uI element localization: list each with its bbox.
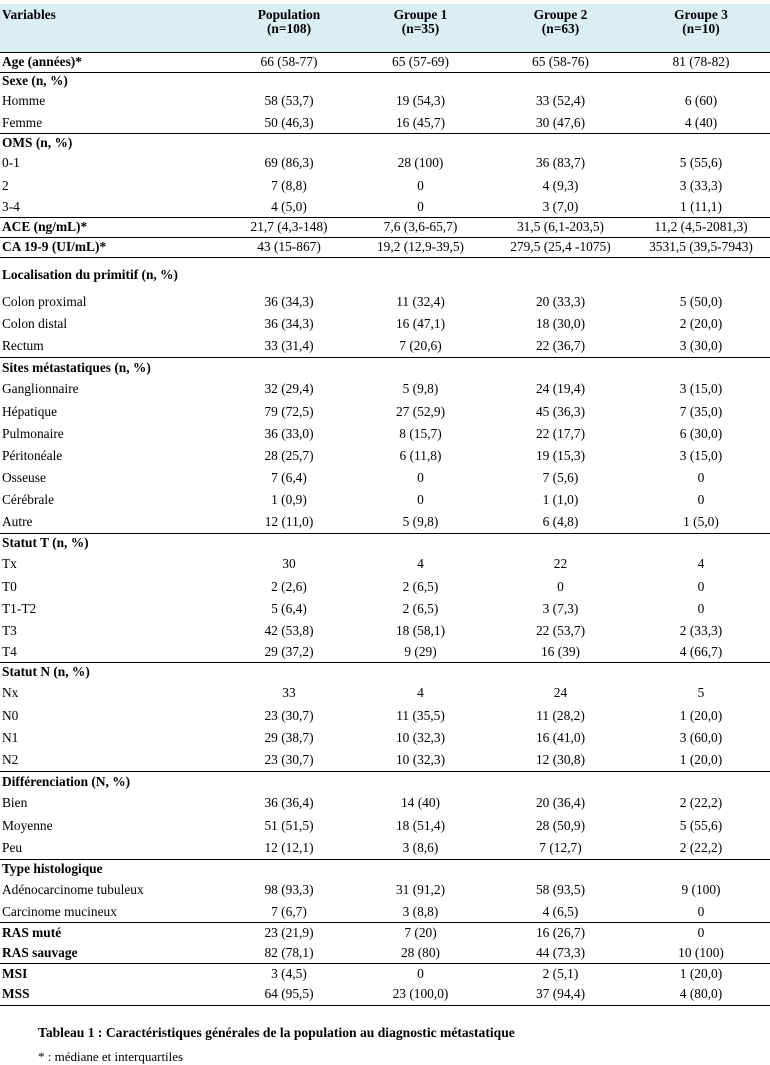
table-row: [0, 152, 770, 176]
row-label: ACE (ng/mL)*: [0, 218, 226, 238]
cell-value: 7 (12,7): [539, 840, 582, 856]
row-label: Colon distal: [2, 316, 68, 332]
row-label: T4: [2, 644, 17, 660]
cell-value: 5 (9,8): [402, 514, 439, 530]
cell-value: 0: [697, 579, 705, 595]
cell-value: 12 (12,1): [264, 840, 314, 856]
cell-value: 2 (22,2): [679, 840, 723, 856]
cell-value: 2 (33,3): [679, 623, 723, 639]
cell-value: 3531,5 (39,5-7943): [632, 238, 770, 258]
cell-value: 5: [697, 685, 705, 701]
cell-value: 82 (78,1): [264, 944, 314, 960]
table-section-row: [0, 358, 770, 378]
row-label: OMS (n, %): [0, 134, 226, 152]
cell-value: 37 (94,4): [489, 984, 632, 1006]
cell-value: 4 (80,0): [632, 984, 770, 1006]
cell-value: 28 (80): [400, 944, 441, 960]
row-label: 2: [2, 178, 9, 194]
cell-value: [632, 534, 770, 553]
cell-value: 3 (7,3): [542, 601, 579, 617]
cell-value: 22 (36,7): [535, 338, 586, 354]
cell-value: 33: [282, 685, 296, 701]
header-line: Groupe 1: [393, 7, 448, 22]
cell-value: [632, 358, 770, 378]
cell-value: 42 (53,8): [264, 623, 314, 639]
table-row: [0, 468, 770, 490]
table-section-row: [0, 134, 770, 152]
cell-value: 7 (6,7): [271, 904, 307, 920]
table-row: [0, 314, 770, 336]
cell-value: [226, 772, 352, 792]
row-label: T3: [2, 623, 17, 639]
table-row: [0, 512, 770, 534]
row-label: Ganglionnaire: [2, 381, 79, 397]
cell-value: 3 (15,0): [679, 381, 723, 397]
table-row: [0, 643, 770, 663]
table-row: [0, 424, 770, 446]
table-row: [0, 114, 770, 134]
header-line: Groupe 2: [533, 7, 588, 22]
cell-value: 11 (28,2): [536, 708, 585, 724]
table-row: [0, 682, 770, 706]
cell-value: 0: [417, 492, 424, 508]
table-section-row: [0, 964, 770, 984]
cell-value: 16 (47,1): [395, 316, 446, 332]
cell-value: 28 (25,7): [264, 448, 314, 464]
row-label: Différenciation (N, %): [0, 772, 226, 792]
cell-value: 18 (58,1): [395, 623, 446, 639]
characteristics-table: [0, 4, 770, 1006]
cell-value: 4 (5,0): [271, 199, 307, 215]
cell-value: [352, 534, 489, 553]
cell-value: 4: [417, 685, 424, 701]
cell-value: [352, 258, 489, 292]
cell-value: 22 (17,7): [535, 426, 586, 442]
row-label: Homme: [2, 93, 46, 109]
row-label: Péritonéale: [2, 448, 63, 464]
row-label: T0: [2, 579, 17, 595]
table-row: [0, 728, 770, 750]
cell-value: 7 (8,8): [271, 178, 307, 194]
row-label: Nx: [2, 685, 19, 701]
table-header-row: [0, 4, 770, 53]
cell-value: 24: [553, 685, 568, 701]
cell-value: [489, 663, 632, 682]
cell-value: 45 (36,3): [535, 404, 586, 420]
row-label: Colon proximal: [2, 294, 87, 310]
row-label: Osseuse: [2, 470, 46, 486]
cell-value: 4: [417, 556, 424, 572]
cell-value: [489, 860, 632, 879]
cell-value: 58 (93,5): [535, 882, 586, 898]
cell-value: 16 (39): [540, 644, 581, 660]
cell-value: 3 (8,8): [402, 904, 439, 920]
table-caption: Tableau 1 : Caractéristiques générales de la population au diagnostic métastatique: [38, 1025, 515, 1040]
table-section-row: [0, 663, 770, 682]
cell-value: 9 (29): [404, 644, 437, 660]
table-section-row: [0, 218, 770, 238]
cell-value: 7 (20,6): [399, 338, 442, 354]
cell-value: 1 (11,1): [680, 199, 722, 215]
cell-value: 30 (47,6): [535, 115, 586, 131]
cell-value: [489, 772, 632, 792]
table-section-row: [0, 772, 770, 792]
table-row: [0, 621, 770, 643]
table-section-row: [0, 53, 770, 73]
row-label: RAS muté: [0, 923, 226, 943]
cell-value: 36 (83,7): [535, 155, 586, 171]
table-row: [0, 90, 770, 114]
row-label: N2: [2, 752, 19, 768]
cell-value: [352, 772, 489, 792]
table-row: [0, 336, 770, 358]
row-label: Pulmonaire: [2, 426, 64, 442]
cell-value: 7 (35,0): [679, 404, 723, 420]
table-row: [0, 599, 770, 621]
header-line: (n=35): [401, 21, 440, 37]
cell-value: 36 (33,0): [264, 426, 314, 442]
table-row: [0, 198, 770, 218]
table-row: [0, 750, 770, 772]
table-row: [0, 792, 770, 816]
cell-value: [632, 258, 770, 292]
cell-value: 0: [697, 601, 705, 617]
cell-value: 10 (32,3): [395, 730, 446, 746]
cell-value: 0: [697, 492, 705, 508]
table-body: [0, 53, 770, 1006]
cell-value: 6 (30,0): [679, 426, 723, 442]
cell-value: 279,5 (25,4 -1075): [489, 238, 632, 258]
cell-value: 23 (30,7): [264, 708, 314, 724]
cell-value: 9 (100): [681, 882, 721, 898]
cell-value: 0: [632, 923, 770, 943]
table-row: [0, 490, 770, 512]
cell-value: [226, 358, 352, 378]
cell-value: 1 (20,0): [632, 964, 770, 984]
cell-value: [489, 134, 632, 152]
cell-value: [226, 860, 352, 879]
cell-value: 11,2 (4,5-2081,3): [632, 218, 770, 238]
cell-value: 0: [697, 470, 705, 486]
row-label: 3-4: [2, 199, 20, 215]
table-section-row: [0, 923, 770, 943]
cell-value: 1 (20,0): [679, 708, 723, 724]
cell-value: [226, 258, 352, 292]
table-section-row: [0, 860, 770, 879]
table-section-row: [0, 258, 770, 292]
cell-value: 0: [417, 178, 424, 194]
cell-value: 8 (15,7): [399, 426, 442, 442]
cell-value: 3 (8,6): [402, 840, 439, 856]
cell-value: [489, 358, 632, 378]
table-footnote: * : médiane et interquartiles: [38, 1049, 184, 1064]
cell-value: 31,5 (6,1-203,5): [489, 218, 632, 238]
cell-value: [226, 73, 352, 90]
cell-value: 1 (0,9): [271, 492, 307, 508]
row-label: Adénocarcinome tubuleux: [2, 882, 144, 898]
cell-value: 20 (33,3): [535, 294, 586, 310]
table-row: [0, 402, 770, 424]
cell-value: [632, 663, 770, 682]
table-section-row: [0, 943, 770, 964]
cell-value: 7,6 (3,6-65,7): [352, 218, 489, 238]
cell-value: [632, 772, 770, 792]
header-line: (n=108): [266, 21, 312, 37]
row-label: Peu: [2, 840, 23, 856]
cell-value: 33 (31,4): [264, 338, 314, 354]
cell-value: [226, 534, 352, 553]
cell-value: 4 (66,7): [679, 644, 723, 660]
cell-value: 19,2 (12,9-39,5): [352, 238, 489, 258]
cell-value: 44 (73,3): [535, 944, 586, 960]
cell-value: 1 (5,0): [683, 514, 719, 530]
cell-value: 2 (22,2): [679, 795, 723, 811]
cell-value: 58 (53,7): [264, 93, 314, 109]
cell-value: 23 (30,7): [264, 752, 314, 768]
cell-value: 3 (7,0): [542, 199, 579, 215]
cell-value: 2 (6,5): [402, 579, 439, 595]
row-label: Autre: [2, 514, 33, 530]
table-row: [0, 838, 770, 860]
table-section-row: [0, 238, 770, 258]
header-column-3: [489, 4, 632, 53]
cell-value: 31 (91,2): [395, 882, 446, 898]
row-label: Sexe (n, %): [0, 73, 226, 90]
cell-value: 28 (50,9): [535, 818, 586, 834]
table-row: [0, 879, 770, 903]
row-label: Statut N (n, %): [0, 663, 226, 682]
cell-value: 30: [282, 556, 296, 572]
header-column-2: [352, 4, 489, 53]
row-label: Bien: [2, 795, 28, 811]
cell-value: 0: [557, 579, 564, 595]
cell-value: 3 (4,5): [226, 964, 352, 984]
cell-value: 18 (51,4): [395, 818, 446, 834]
cell-value: [352, 358, 489, 378]
cell-value: 19 (15,3): [535, 448, 586, 464]
cell-value: 66 (58-77): [226, 53, 352, 73]
cell-value: 7 (6,4): [271, 470, 307, 486]
cell-value: 2 (6,5): [402, 601, 439, 617]
cell-value: 16 (41,0): [535, 730, 586, 746]
cell-value: 11 (35,5): [396, 708, 445, 724]
header-line: (n=10): [682, 21, 720, 37]
cell-value: 4 (9,3): [542, 178, 579, 194]
cell-value: 3 (15,0): [679, 448, 723, 464]
cell-value: 3 (60,0): [679, 730, 723, 746]
cell-value: 24 (19,4): [535, 381, 586, 397]
table-row: [0, 446, 770, 468]
cell-value: 23 (21,9): [226, 923, 352, 943]
table-row: [0, 577, 770, 599]
cell-value: 0: [417, 199, 424, 215]
header-variables: [0, 4, 226, 53]
cell-value: 16 (26,7): [489, 923, 632, 943]
row-label: Localisation du primitif (n, %): [0, 258, 226, 292]
cell-value: 4 (40): [684, 115, 718, 131]
cell-value: 10 (100): [678, 944, 724, 960]
row-label: Moyenne: [2, 818, 53, 834]
cell-value: 6 (4,8): [542, 514, 579, 530]
table-section-row: [0, 984, 770, 1006]
row-label: Statut T (n, %): [0, 534, 226, 553]
cell-value: 14 (40): [400, 795, 441, 811]
cell-value: 18 (30,0): [535, 316, 586, 332]
header-column-1: [226, 4, 352, 53]
table-row: [0, 903, 770, 923]
cell-value: 65 (58-76): [489, 53, 632, 73]
cell-value: [632, 73, 770, 90]
cell-value: 0: [697, 904, 705, 920]
cell-value: 12 (11,0): [264, 514, 314, 530]
cell-value: [632, 860, 770, 879]
header-line: Population: [257, 7, 321, 22]
table-row: [0, 292, 770, 314]
cell-value: [489, 534, 632, 553]
cell-value: 29 (37,2): [264, 644, 314, 660]
cell-value: 5 (55,6): [679, 155, 723, 171]
cell-value: [632, 134, 770, 152]
table-row: [0, 553, 770, 577]
table-row: [0, 816, 770, 838]
cell-value: 5 (50,0): [679, 294, 723, 310]
cell-value: [226, 134, 352, 152]
cell-value: 98 (93,3): [264, 882, 314, 898]
cell-value: 4: [697, 556, 705, 572]
cell-value: [352, 134, 489, 152]
cell-value: 20 (36,4): [535, 795, 586, 811]
cell-value: 29 (38,7): [264, 730, 314, 746]
table-row: [0, 378, 770, 402]
cell-value: 7 (5,6): [542, 470, 579, 486]
cell-value: 3 (33,3): [679, 178, 723, 194]
cell-value: 81 (78-82): [632, 53, 770, 73]
row-label: MSI: [0, 964, 226, 984]
cell-value: 0: [352, 964, 489, 984]
cell-value: 6 (60): [684, 93, 718, 109]
cell-value: 5 (9,8): [402, 381, 439, 397]
cell-value: 22 (53,7): [535, 623, 586, 639]
cell-value: 6 (11,8): [399, 448, 442, 464]
cell-value: 69 (86,3): [264, 155, 314, 171]
header-line: (n=63): [541, 21, 580, 37]
cell-value: 50 (46,3): [264, 115, 314, 131]
row-label: Tx: [2, 556, 17, 572]
row-label: T1-T2: [2, 601, 37, 617]
cell-value: [352, 663, 489, 682]
cell-value: 3 (30,0): [679, 338, 723, 354]
cell-value: 65 (57-69): [352, 53, 489, 73]
row-label: N1: [2, 730, 19, 746]
table-row: [0, 176, 770, 198]
row-label: Sites métastatiques (n, %): [0, 358, 226, 378]
cell-value: 22: [553, 556, 568, 572]
header-column-4: [632, 4, 770, 53]
row-label: Type histologique: [0, 860, 226, 879]
cell-value: [489, 73, 632, 90]
table-section-row: [0, 73, 770, 90]
cell-value: 4 (6,5): [542, 904, 579, 920]
cell-value: 36 (34,3): [264, 316, 314, 332]
cell-value: 0: [417, 470, 424, 486]
cell-value: 7 (20): [352, 923, 489, 943]
cell-value: 10 (32,3): [395, 752, 446, 768]
cell-value: 2 (20,0): [679, 316, 723, 332]
row-label: Cérébrale: [2, 492, 55, 508]
row-label: MSS: [0, 984, 226, 1006]
row-label: Carcinome mucineux: [2, 904, 117, 920]
row-label: CA 19-9 (UI/mL)*: [0, 238, 226, 258]
cell-value: 1 (20,0): [679, 752, 723, 768]
cell-value: 43 (15-867): [226, 238, 352, 258]
cell-value: 5 (55,6): [679, 818, 723, 834]
table-row: [0, 706, 770, 728]
table-section-row: [0, 534, 770, 553]
cell-value: 19 (54,3): [395, 93, 446, 109]
cell-value: 28 (100): [397, 155, 444, 171]
cell-value: [352, 73, 489, 90]
header-line: Variables: [2, 7, 56, 22]
cell-value: 2 (2,6): [271, 579, 307, 595]
cell-value: 32 (29,4): [264, 381, 314, 397]
cell-value: 23 (100,0): [352, 984, 489, 1006]
header-line: Groupe 3: [674, 7, 728, 22]
cell-value: [489, 258, 632, 292]
row-label: Femme: [2, 115, 43, 131]
row-label: Age (années)*: [0, 53, 226, 73]
cell-value: 33 (52,4): [535, 93, 586, 109]
cell-value: [352, 860, 489, 879]
row-label: 0-1: [2, 155, 20, 171]
cell-value: 12 (30,8): [535, 752, 586, 768]
row-label: Rectum: [2, 338, 44, 354]
cell-value: 1 (1,0): [542, 492, 579, 508]
cell-value: 11 (32,4): [396, 294, 445, 310]
cell-value: 21,7 (4,3-148): [226, 218, 352, 238]
cell-value: 36 (34,3): [264, 294, 314, 310]
row-label: N0: [2, 708, 19, 724]
row-label: RAS sauvage: [2, 944, 78, 960]
cell-value: 5 (6,4): [271, 601, 307, 617]
cell-value: 36 (36,4): [264, 795, 314, 811]
cell-value: 2 (5,1): [489, 964, 632, 984]
cell-value: 51 (51,5): [264, 818, 314, 834]
cell-value: 27 (52,9): [395, 404, 446, 420]
row-label: Hépatique: [2, 404, 58, 420]
cell-value: 64 (95,5): [226, 984, 352, 1006]
cell-value: 16 (45,7): [395, 115, 446, 131]
cell-value: 79 (72,5): [264, 404, 314, 420]
cell-value: [226, 663, 352, 682]
